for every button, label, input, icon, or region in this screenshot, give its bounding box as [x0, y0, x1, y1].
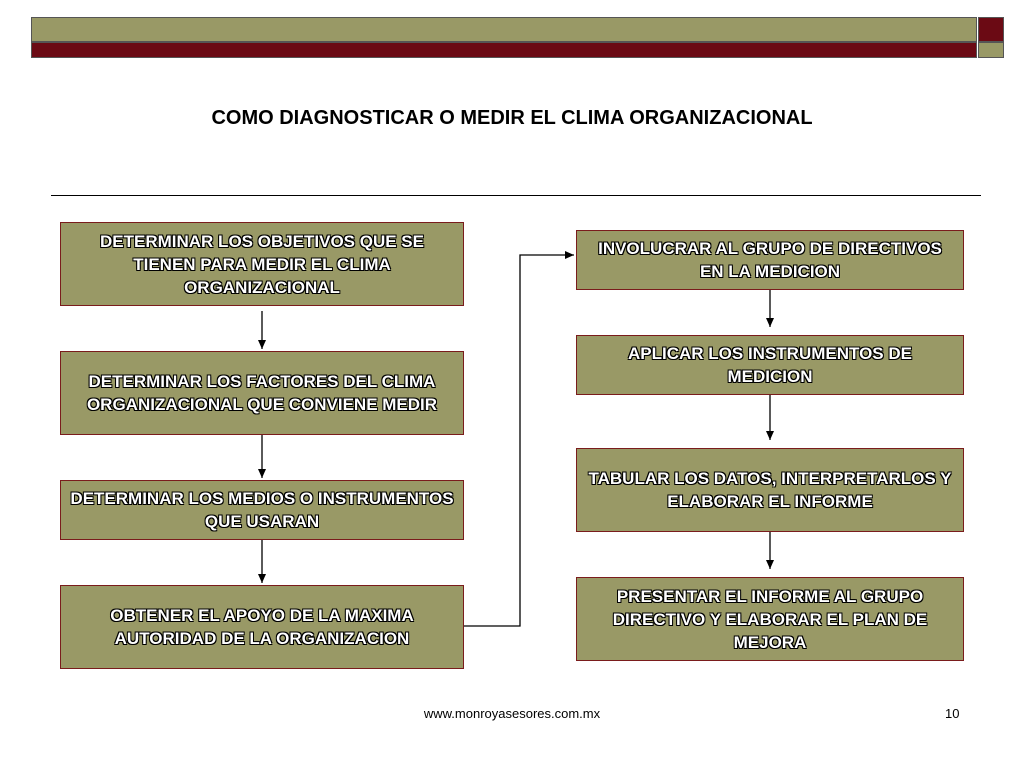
slide-title: COMO DIAGNOSTICAR O MEDIR EL CLIMA ORGANIZACIONAL	[211, 107, 813, 129]
arrow-connector	[464, 255, 574, 626]
step-present-report: PRESENTAR EL INFORME AL GRUPO DIRECTIVO Y ELABORAR EL PLAN DE MEJORA	[576, 577, 964, 661]
step-apply-instruments: APLICAR LOS INSTRUMENTOS DE MEDICION	[576, 335, 964, 395]
step-determine-objectives: DETERMINAR LOS OBJETIVOS QUE SE TIENEN PARA MEDIR EL CLIMA ORGANIZACIONAL	[60, 222, 464, 306]
step-determine-instruments: DETERMINAR LOS MEDIOS O INSTRUMENTOS QUE USARAN	[60, 480, 464, 540]
step-obtain-support: OBTENER EL APOYO DE LA MAXIMA AUTORIDAD DE LA ORGANIZACION	[60, 585, 464, 669]
step-involve-directors: INVOLUCRAR AL GRUPO DE DIRECTIVOS EN LA MEDICION	[576, 230, 964, 290]
step-determine-factors: DETERMINAR LOS FACTORES DEL CLIMA ORGANIZACIONAL QUE CONVIENE MEDIR	[60, 351, 464, 435]
step-tabulate-data: TABULAR LOS DATOS, INTERPRETARLOS Y ELABORAR EL INFORME	[576, 448, 964, 532]
footer-url: www.monroyasesores.com.mx	[423, 706, 601, 721]
page-number: 10	[945, 706, 960, 721]
